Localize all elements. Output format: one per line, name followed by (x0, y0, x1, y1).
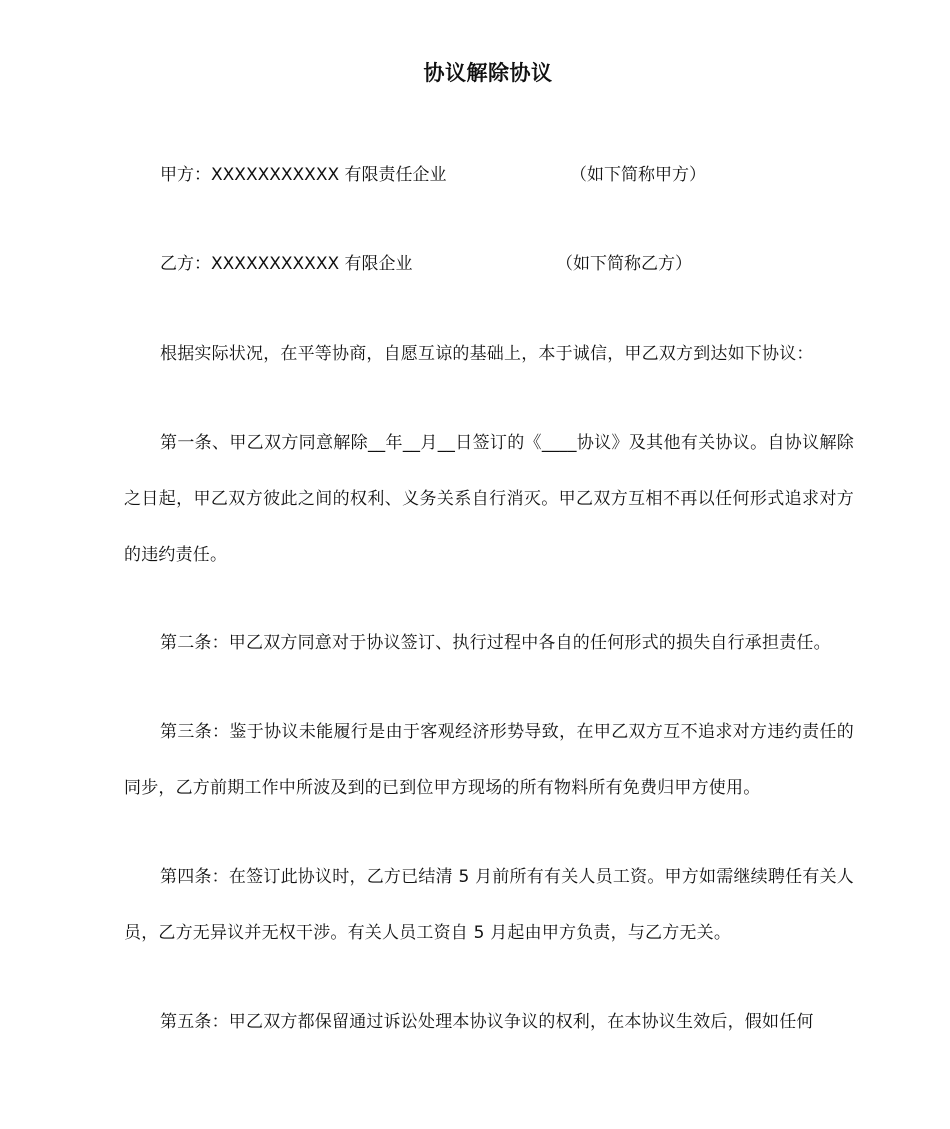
clause-3-paragraph: 第三条：鉴于协议未能履行是由于客观经济形势导致，在甲乙双方互不追求对方违约责任的同步，乙方前期工作中所波及到的已到位甲方现场的所有物料所有免费归甲方使用。 (124, 722, 854, 798)
clause-1-paragraph: 第一条、甲乙双方同意解除__年__月__日签订的《____协议》及其他有关协议。自协议解除之日起，甲乙双方彼此之间的权利、义务关系自行消灭。甲乙双方互相不再以任何形式追求对方的违约责任。 (124, 433, 854, 565)
document-title: 协议解除协议 (423, 61, 553, 85)
clause-2-paragraph: 第二条：甲乙双方同意对于协议签订、执行过程中各自的任何形式的损失自行承担责任。 (160, 633, 831, 653)
party-b-line (160, 252, 692, 276)
party-a-line (160, 163, 706, 187)
party-a-alias: （如下简称甲方） (570, 165, 706, 185)
clause-5-paragraph: 第五条：甲乙双方都保留通过诉讼处理本协议争议的权利，在本协议生效后，假如任何 (160, 1012, 814, 1032)
party-a-name: 甲方：XXXXXXXXXXX 有限责任企业 (160, 165, 447, 185)
preamble-paragraph: 根据实际状况，在平等协商，自愿互谅的基础上，本于诚信，甲乙双方到达如下协议： (160, 344, 814, 364)
party-b-alias: （如下简称乙方） (556, 254, 692, 274)
clause-4-paragraph: 第四条：在签订此协议时，乙方已结清 5 月前所有有关人员工资。甲方如需继续聘任有关人员，乙方无异议并无权干涉。有关人员工资自 5 月起由甲方负责，与乙方无关。 (124, 867, 854, 943)
party-b-name: 乙方：XXXXXXXXXXX 有限企业 (160, 254, 413, 274)
